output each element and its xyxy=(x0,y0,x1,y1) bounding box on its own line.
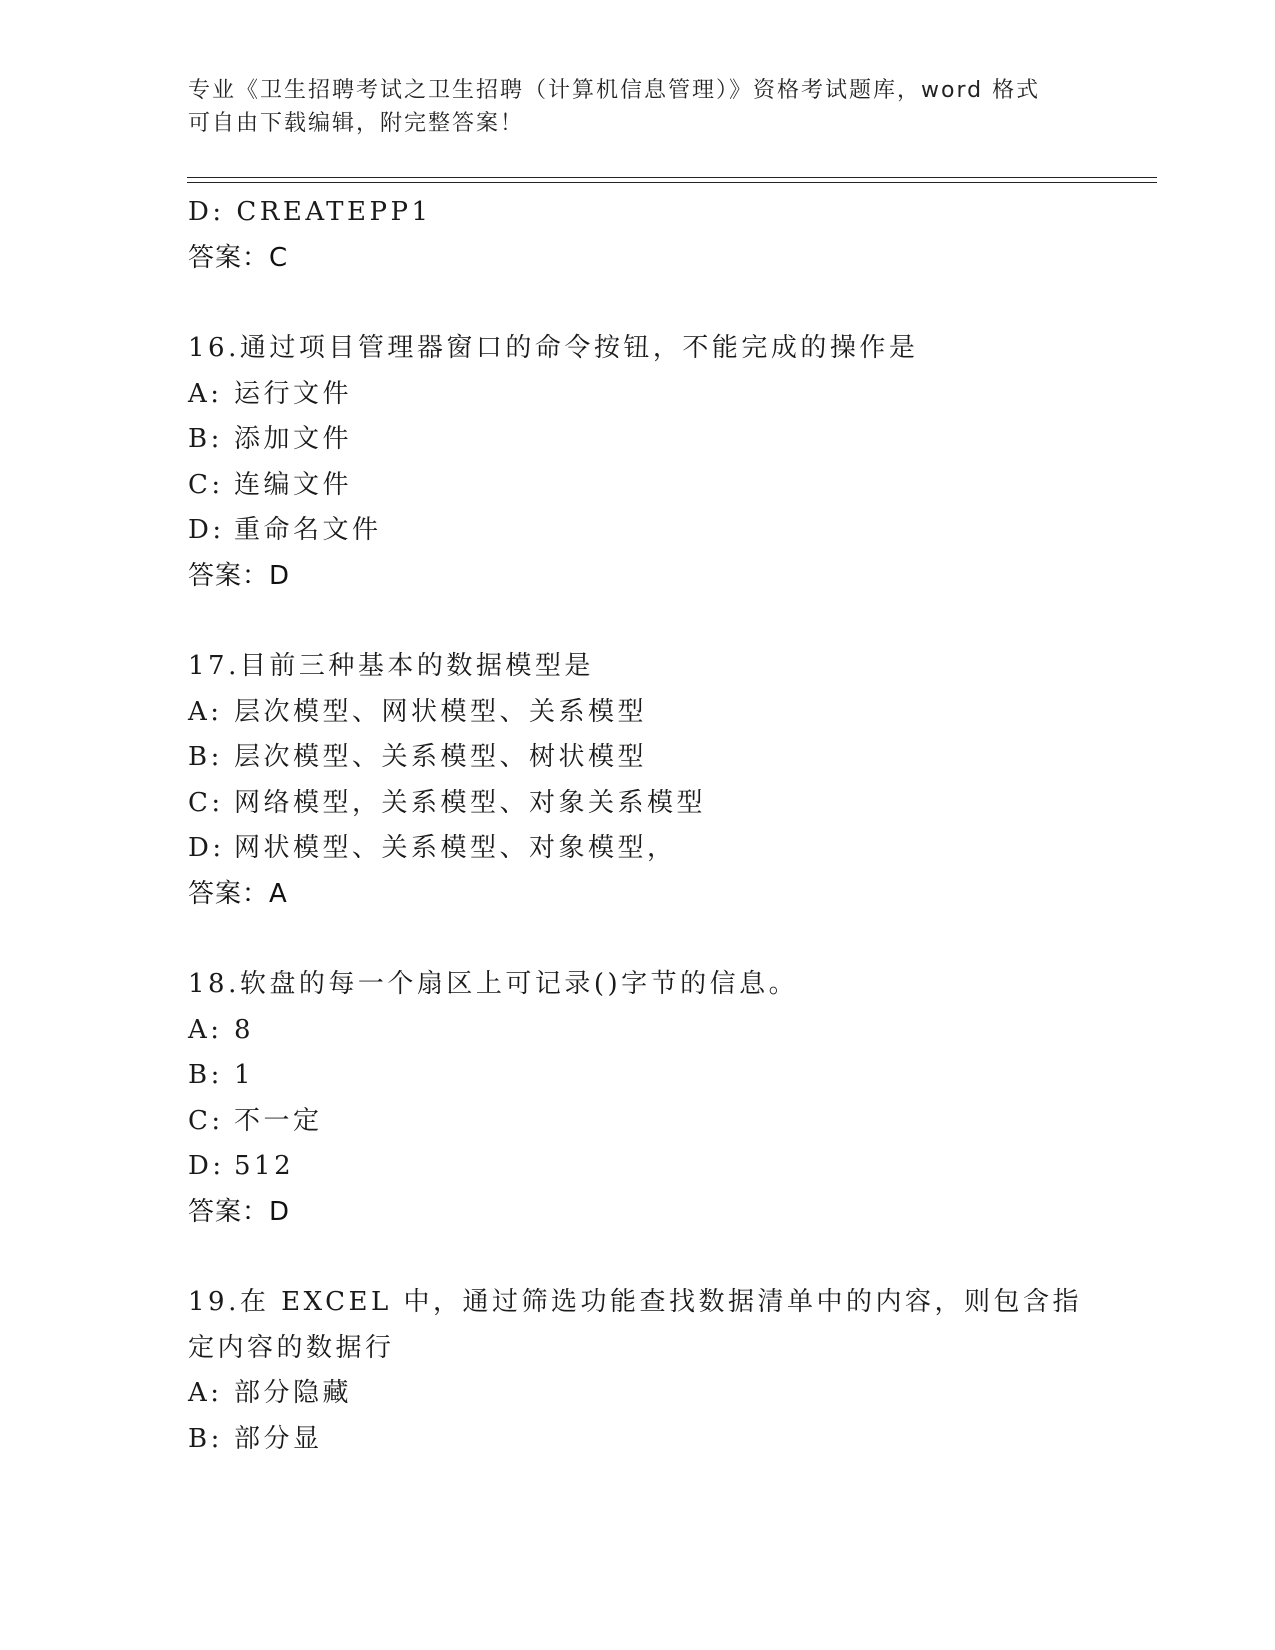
header-divider-bottom xyxy=(187,182,1157,183)
answer: 答案：A xyxy=(188,878,288,909)
question-stem: 16.通过项目管理器窗口的命令按钮，不能完成的操作是 xyxy=(188,333,919,363)
option-letter: D: xyxy=(188,515,225,545)
header-line-2: 可自由下载编辑，附完整答案！ xyxy=(188,111,525,136)
option-text: 网状模型、关系模型、对象模型， xyxy=(234,833,677,863)
question-15-tail xyxy=(188,190,1108,281)
page-header xyxy=(188,74,1068,140)
option-letter: B: xyxy=(188,1060,223,1090)
option-a xyxy=(188,690,1108,736)
option-a xyxy=(188,1008,1108,1054)
option-d xyxy=(188,508,1108,554)
question-stem: 18.软盘的每一个扇区上可记录()字节的信息。 xyxy=(188,969,799,999)
option-d xyxy=(188,826,1108,872)
option-letter: D: xyxy=(188,833,225,863)
option-c xyxy=(188,781,1108,827)
answer: 答案：D xyxy=(188,560,291,591)
answer: 答案：D xyxy=(188,1196,291,1227)
spacer xyxy=(188,281,1108,326)
option-letter: A: xyxy=(188,378,223,409)
option-letter: B: xyxy=(188,742,223,772)
option-text: 部分显 xyxy=(234,1423,323,1454)
question-16 xyxy=(188,326,1108,599)
question-17 xyxy=(188,644,1108,917)
option-text: 层次模型、网状模型、关系模型 xyxy=(234,696,648,727)
option-letter: A: xyxy=(188,1014,223,1045)
option-letter: D: xyxy=(188,1151,225,1181)
option-b xyxy=(188,417,1108,463)
header-line-1: 专业《卫生招聘考试之卫生招聘（计算机信息管理）》资格考试题库，word 格式 xyxy=(188,78,1041,103)
option-b xyxy=(188,735,1108,781)
option-text: 部分隐藏 xyxy=(234,1378,353,1408)
option-letter: A: xyxy=(188,1378,223,1408)
option-c xyxy=(188,463,1108,509)
question-18 xyxy=(188,962,1108,1235)
option-text: 添加文件 xyxy=(234,424,353,454)
option-text: 8 xyxy=(234,1014,255,1045)
spacer xyxy=(188,599,1108,644)
option-text: 重命名文件 xyxy=(234,515,382,545)
option-letter: C: xyxy=(188,787,224,818)
spacer xyxy=(188,1235,1108,1280)
option-b xyxy=(188,1417,1108,1463)
question-19 xyxy=(188,1280,1108,1462)
option-text: 层次模型、关系模型、树状模型 xyxy=(234,742,648,772)
option-text: 运行文件 xyxy=(234,378,353,409)
option-d: D: CREATEPP1 xyxy=(188,197,432,227)
option-letter: B: xyxy=(188,1423,223,1454)
option-text: 网络模型，关系模型、对象关系模型 xyxy=(234,787,707,818)
option-letter: C: xyxy=(188,1105,224,1136)
option-letter: C: xyxy=(188,469,224,500)
option-c xyxy=(188,1099,1108,1145)
header-divider-top xyxy=(187,177,1157,178)
option-d xyxy=(188,1144,1108,1190)
question-stem: 19.在 EXCEL 中，通过筛选功能查找数据清单中的内容，则包含指定内容的数据行 xyxy=(188,1287,1083,1363)
option-a xyxy=(188,372,1108,418)
option-text: 1 xyxy=(234,1060,255,1090)
option-b xyxy=(188,1053,1108,1099)
option-text: 512 xyxy=(234,1151,295,1181)
spacer xyxy=(188,917,1108,962)
answer: 答案：C xyxy=(188,242,289,273)
option-a xyxy=(188,1371,1108,1417)
question-list xyxy=(188,190,1108,1462)
question-stem: 17.目前三种基本的数据模型是 xyxy=(188,651,594,681)
option-text: 不一定 xyxy=(234,1105,323,1136)
option-text: 连编文件 xyxy=(234,469,353,500)
option-letter: B: xyxy=(188,424,223,454)
option-letter: A: xyxy=(188,696,223,727)
